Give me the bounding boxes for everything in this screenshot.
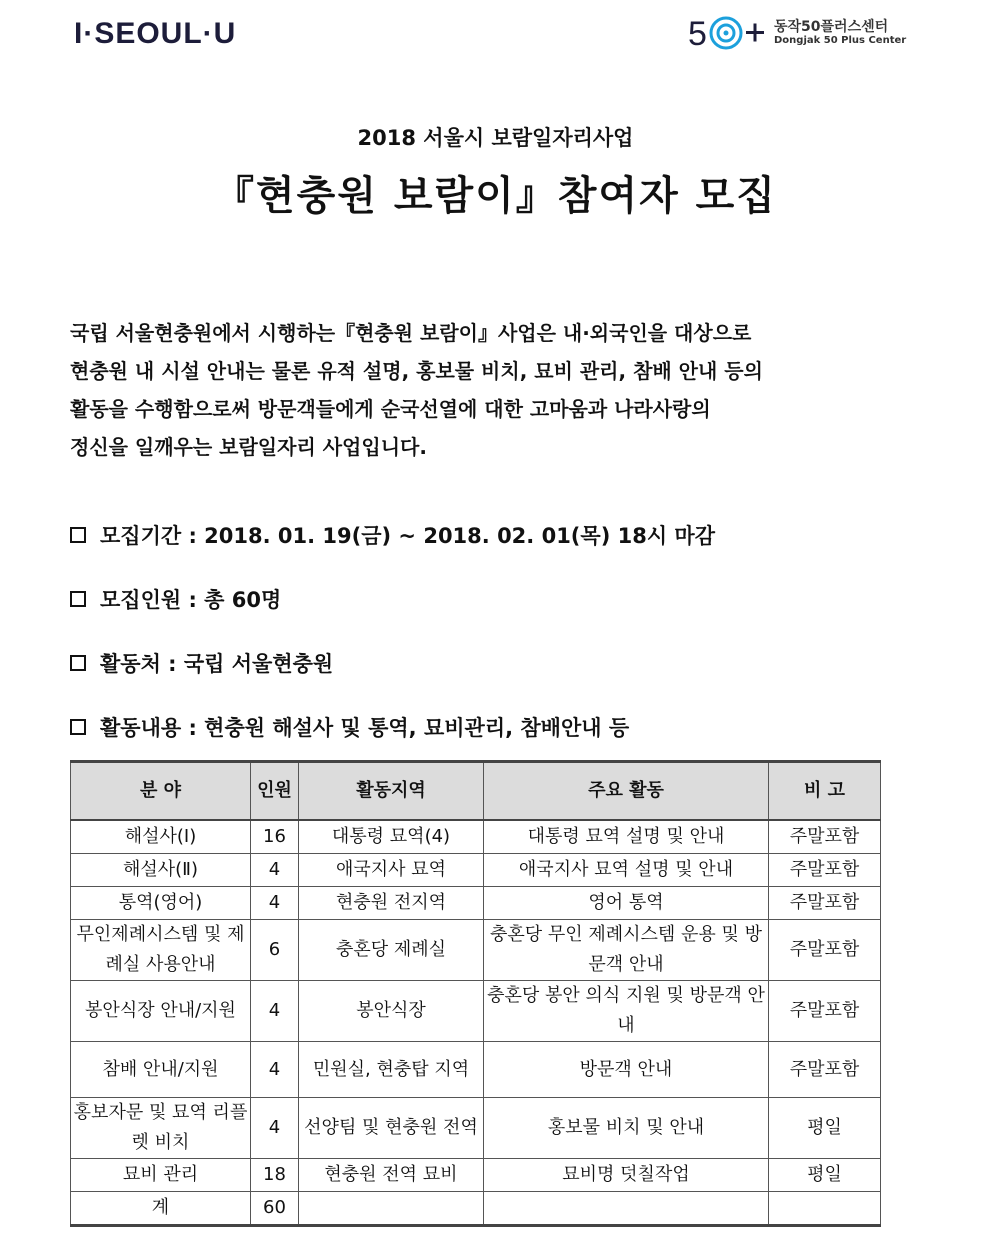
cell-activity: 충혼당 봉안 의식 지원 및 방문객 안내 <box>484 981 769 1042</box>
cell-activity: 충혼당 무인 제례시스템 운용 및 방문객 안내 <box>484 920 769 981</box>
cell-empty <box>769 1192 881 1226</box>
cell-activity: 영어 통역 <box>484 887 769 920</box>
info-text: 활동처 : 국립 서울현충원 <box>100 652 334 676</box>
cell-activity: 묘비명 덧칠작업 <box>484 1159 769 1192</box>
checkbox-square-icon <box>70 527 86 543</box>
cell-area: 현충원 전역 묘비 <box>299 1159 484 1192</box>
intro-paragraph <box>70 314 920 466</box>
table-row <box>71 1159 881 1192</box>
fifty-plus-icon <box>688 11 766 55</box>
intro-line: 현충원 내 시설 안내는 물론 유적 설명, 홍보물 비치, 묘비 관리, 참배 안내 등의 <box>70 359 763 383</box>
cell-note: 주말포함 <box>769 1042 881 1098</box>
cell-total-headcount: 60 <box>251 1192 299 1226</box>
cell-activity: 애국지사 묘역 설명 및 안내 <box>484 854 769 887</box>
cell-field: 묘비 관리 <box>71 1159 251 1192</box>
cell-area: 애국지사 묘역 <box>299 854 484 887</box>
cell-headcount: 4 <box>251 1042 299 1098</box>
intro-line: 활동을 수행함으로써 방문객들에게 순국선열에 대한 고마움과 나라사랑의 <box>70 397 711 421</box>
header-area: 활동지역 <box>299 762 484 821</box>
cell-area: 민원실, 현충탑 지역 <box>299 1042 484 1098</box>
intro-line: 국립 서울현충원에서 시행하는『현충원 보람이』사업은 내·외국인을 대상으로 <box>70 321 752 345</box>
cell-note: 주말포함 <box>769 981 881 1042</box>
center-name-english: Dongjak 50 Plus Center <box>774 35 907 47</box>
table-row <box>71 981 881 1042</box>
activity-table <box>70 760 881 1227</box>
table-row <box>71 920 881 981</box>
cell-headcount: 16 <box>251 820 299 854</box>
cell-headcount: 4 <box>251 887 299 920</box>
cell-note: 평일 <box>769 1159 881 1192</box>
cell-area: 현충원 전지역 <box>299 887 484 920</box>
intro-line: 정신을 일깨우는 보람일자리 사업입니다. <box>70 435 427 459</box>
cell-empty <box>299 1192 484 1226</box>
cell-field: 참배 안내/지원 <box>71 1042 251 1098</box>
table-total-row <box>71 1192 881 1226</box>
svg-text:5: 5 <box>688 15 707 53</box>
cell-note: 평일 <box>769 1098 881 1159</box>
table-row <box>71 854 881 887</box>
cell-activity: 방문객 안내 <box>484 1042 769 1098</box>
cell-field: 통역(영어) <box>71 887 251 920</box>
checkbox-square-icon <box>70 719 86 735</box>
table-row <box>71 1042 881 1098</box>
cell-empty <box>484 1192 769 1226</box>
table-header-row <box>71 762 881 821</box>
cell-activity: 대통령 묘역 설명 및 안내 <box>484 820 769 854</box>
cell-activity: 홍보물 비치 및 안내 <box>484 1098 769 1159</box>
cell-area: 봉안식장 <box>299 981 484 1042</box>
cell-area: 대통령 묘역(4) <box>299 820 484 854</box>
cell-field: 무인제례시스템 및 제례실 사용안내 <box>71 920 251 981</box>
document-title: 『현충원 보람이』참여자 모집 <box>214 173 777 219</box>
cell-headcount: 18 <box>251 1159 299 1192</box>
seoul-logo <box>74 14 236 54</box>
center-name-korean: 동작50플러스센터 <box>774 18 889 35</box>
cell-field: 홍보자문 및 묘역 리플렛 비치 <box>71 1098 251 1159</box>
checkbox-square-icon <box>70 655 86 671</box>
cell-total-label: 계 <box>71 1192 251 1226</box>
cell-note: 주말포함 <box>769 854 881 887</box>
info-recruitment-period <box>70 520 715 550</box>
table-row <box>71 820 881 854</box>
cell-headcount: 6 <box>251 920 299 981</box>
cell-field: 봉안식장 안내/지원 <box>71 981 251 1042</box>
info-activity-content <box>70 712 629 742</box>
dongjak-50plus-logo <box>688 8 906 58</box>
info-text: 모집인원 : 총 60명 <box>100 588 282 612</box>
seoul-logo-text: I·SEOUL·U <box>74 17 237 50</box>
cell-area: 충혼당 제례실 <box>299 920 484 981</box>
info-text: 모집기간 : 2018. 01. 19(금) ~ 2018. 02. 01(목) 18시 마감 <box>100 524 715 548</box>
cell-headcount: 4 <box>251 854 299 887</box>
cell-headcount: 4 <box>251 981 299 1042</box>
table-row <box>71 1098 881 1159</box>
cell-note: 주말포함 <box>769 820 881 854</box>
info-text: 활동내용 : 현충원 해설사 및 통역, 묘비관리, 참배안내 등 <box>100 716 630 740</box>
checkbox-square-icon <box>70 591 86 607</box>
cell-field: 해설사(Ⅱ) <box>71 854 251 887</box>
cell-note: 주말포함 <box>769 920 881 981</box>
header-note: 비 고 <box>769 762 881 821</box>
document-subtitle: 2018 서울시 보람일자리사업 <box>357 126 634 150</box>
cell-field: 해설사(Ⅰ) <box>71 820 251 854</box>
table-row <box>71 887 881 920</box>
header-field: 분 야 <box>71 762 251 821</box>
cell-headcount: 4 <box>251 1098 299 1159</box>
info-recruitment-count <box>70 584 281 614</box>
cell-area: 선양팀 및 현충원 전역 <box>299 1098 484 1159</box>
header-main-activity: 주요 활동 <box>484 762 769 821</box>
header-headcount: 인원 <box>251 762 299 821</box>
info-activity-place <box>70 648 333 678</box>
cell-note: 주말포함 <box>769 887 881 920</box>
